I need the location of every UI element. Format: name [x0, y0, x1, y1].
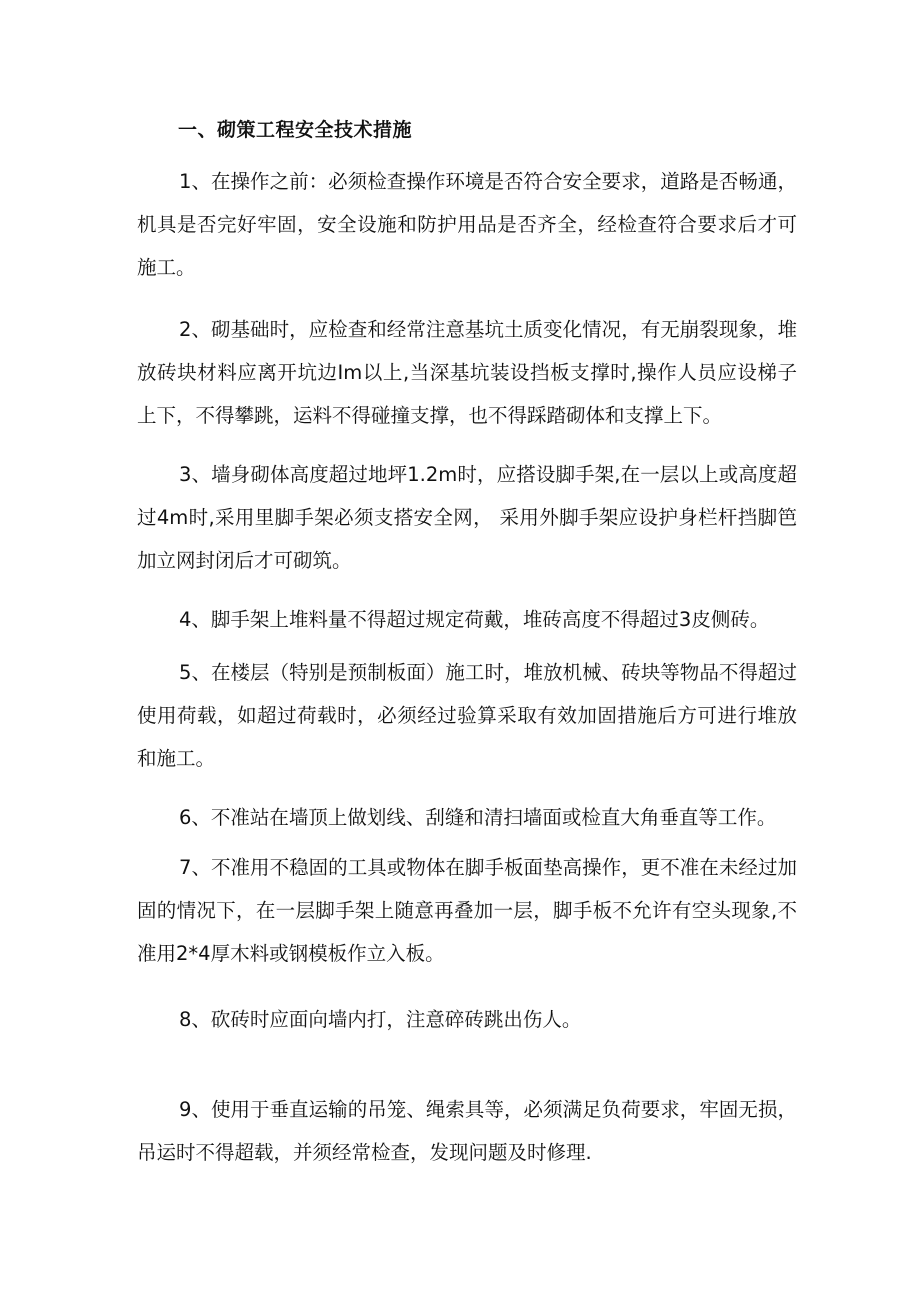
paragraph-1: 1、在操作之前：必须检查操作环境是否符合安全要求，道路是否畅通，机具是否完好牢固，安全设施和防护用品是否齐全，经检查符合要求后才可施工。	[137, 170, 797, 279]
paragraph-4: 4、脚手架上堆料量不得超过规定荷戴，堆砖高度不得超过3皮侧砖。	[179, 608, 770, 631]
section-title: 一、砌策工程安全技术措施	[178, 119, 413, 141]
paragraph-8: 8、砍砖时应面向墙内打，注意碎砖跳出伤人。	[179, 1008, 582, 1031]
paragraph-7: 7、不准用不稳固的工具或物体在脚手板面垫高操作，更不准在未经过加固的情况下，在一层脚手架上随意再叠加一层，脚手板不允许有空头现象,不准用2*4厚木料或钢模板作立入板。	[137, 856, 797, 965]
paragraph-9: 9、使用于垂直运输的吊笼、绳索具等，必须满足负荷要求，牢固无损，吊运时不得超载，并须经常检查，发现问题及时修理.	[137, 1098, 797, 1164]
paragraph-3: 3、墙身砌体高度超过地坪1.2m时，应搭设脚手架,在一层以上或高度超过4m时,采用里脚手架必须支搭安全网， 采用外脚手架应设护身栏杆挡脚笆加立网封闭后才可砌筑。	[137, 463, 797, 572]
paragraph-2: 2、砌基础时，应检查和经常注意基坑土质变化情况，有无崩裂现象，堆放砖块材料应离开坑边Im以上,当深基坑装设挡板支撑时,操作人员应设梯子上下，不得攀跳，运料不得碰撞支撑，也不得踩踏砌体和支撑上下。	[137, 318, 797, 427]
paragraph-5: 5、在楼层（特别是预制板面）施工时，堆放机械、砖块等物品不得超过使用荷载，如超过荷载时，必须经过验算采取有效加固措施后方可进行堆放和施工。	[137, 661, 797, 770]
paragraph-6: 6、不准站在墙顶上做划线、刮缝和清扫墙面或检直大角垂直等工作。	[179, 806, 777, 829]
